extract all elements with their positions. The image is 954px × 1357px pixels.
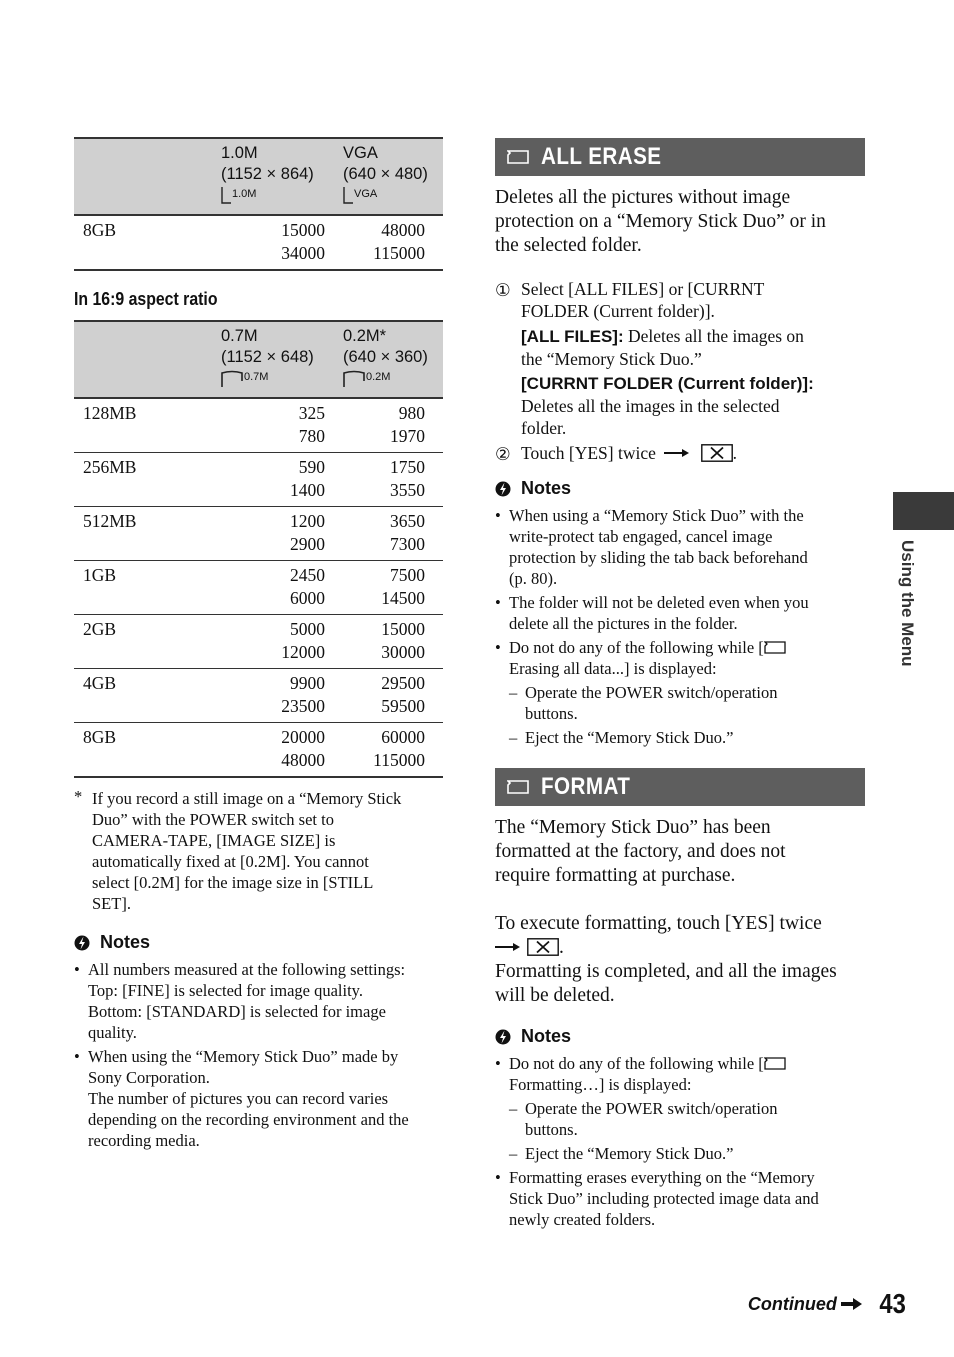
capacity-cell: 256MB bbox=[74, 453, 221, 507]
arrow-right-icon bbox=[495, 942, 521, 952]
all-erase-steps bbox=[495, 278, 865, 464]
all-erase-header bbox=[495, 138, 865, 176]
header-empty-cell bbox=[74, 138, 221, 215]
memory-stick-icon bbox=[764, 641, 786, 654]
sub-list bbox=[509, 682, 865, 748]
notes-heading: Notes bbox=[74, 932, 444, 953]
close-button-icon bbox=[701, 444, 733, 462]
format-instructions: To execute formatting, touch [YES] twice . Formatting is completed, and all the images will be deleted. bbox=[495, 913, 837, 1006]
continued-indicator: Continued bbox=[748, 1294, 863, 1315]
format-notes bbox=[495, 1026, 865, 1230]
list-item: • Do not do any of the following while [ Formatting…] is displayed: – Operate the POWER switch/operation buttons. – Eject the “Memory Stick Duo.” bbox=[495, 1053, 865, 1164]
step-1: ① Select [ALL FILES] or [CURRNT FOLDER (Current folder)]. [ALL FILES]: Deletes all the images on the “Memory Stick Duo.” [CURRNT FOLDER (Current folder)]: Deletes all the images in the selected folder. bbox=[495, 278, 865, 439]
format-intro: The “Memory Stick Duo” has been formatted at the factory, and does not require formatting at purchase. bbox=[495, 817, 786, 886]
count-cell: 29500 59500 bbox=[343, 669, 443, 723]
count-cell: 980 1970 bbox=[343, 398, 443, 453]
list-item: • Do not do any of the following while [ Erasing all data...] is displayed: – Operate the POWER switch/operation buttons. – Eject the “Memory Stick Duo.” bbox=[495, 637, 865, 748]
count-cell: 5000 12000 bbox=[221, 615, 343, 669]
count-cell: 7500 14500 bbox=[343, 561, 443, 615]
footnote-mark: * bbox=[74, 787, 83, 806]
section-title: FORMAT bbox=[541, 773, 631, 800]
count-cell: 48000 115000 bbox=[343, 215, 443, 270]
list-item: • Formatting erases everything on the “Memory Stick Duo” including protected image data and newly created folders. bbox=[495, 1167, 865, 1230]
capacity-cell: 8GB bbox=[74, 723, 221, 778]
capacity-cell: 128MB bbox=[74, 398, 221, 453]
table-row bbox=[74, 669, 443, 723]
list-item: – Operate the POWER switch/operation buttons. bbox=[509, 1098, 865, 1140]
close-button-icon bbox=[527, 938, 559, 956]
list-item: – Operate the POWER switch/operation buttons. bbox=[509, 682, 865, 724]
list-item: – Eject the “Memory Stick Duo.” bbox=[509, 727, 865, 748]
list-item: • When using a “Memory Stick Duo” with the write-protect tab engaged, cancel image protection by sliding the tab back beforehand (p. 80). bbox=[495, 505, 865, 589]
count-cell: 2450 6000 bbox=[221, 561, 343, 615]
capacity-table-16-9 bbox=[74, 320, 443, 778]
header-cell bbox=[221, 321, 343, 398]
capacity-cell: 4GB bbox=[74, 669, 221, 723]
header-size: 0.7M bbox=[221, 327, 258, 345]
count-cell: 590 1400 bbox=[221, 453, 343, 507]
notes-block bbox=[74, 932, 444, 1151]
image-size-icon: VGA bbox=[343, 185, 377, 205]
header-size: VGA bbox=[343, 144, 378, 162]
table-row bbox=[74, 215, 443, 270]
image-size-icon: 1.0M bbox=[221, 185, 256, 205]
count-cell: 3650 7300 bbox=[343, 507, 443, 561]
header-cell bbox=[343, 321, 443, 398]
footnote: * If you record a still image on a “Memory Stick Duo” with the POWER switch set to CAMERA-TAPE, [IMAGE SIZE] is automatically fixed at [0.2M]. You cannot select [0.2M] for the image size in [STILL SET]. bbox=[74, 787, 402, 913]
count-cell: 9900 23500 bbox=[221, 669, 343, 723]
left-column bbox=[74, 137, 444, 1154]
page-number: 43 bbox=[879, 1288, 906, 1319]
wide-image-size-icon: 0.7M bbox=[221, 368, 268, 388]
capacity-table-4-3 bbox=[74, 137, 443, 271]
notes-icon bbox=[495, 1028, 511, 1046]
notes-icon bbox=[495, 480, 511, 498]
arrow-right-icon bbox=[841, 1297, 863, 1311]
list-item: • When using the “Memory Stick Duo” made by Sony Corporation. The number of pictures you can record varies depending on the recording environment and the recording media. bbox=[74, 1046, 444, 1151]
header-dims: (640 × 480) bbox=[343, 165, 428, 183]
notes-heading: Notes bbox=[495, 1026, 865, 1047]
notes-list bbox=[495, 1053, 865, 1230]
count-cell: 60000 115000 bbox=[343, 723, 443, 778]
step-2: ② Touch [YES] twice . bbox=[495, 443, 737, 464]
capacity-cell: 1GB bbox=[74, 561, 221, 615]
table-header-row bbox=[74, 138, 443, 215]
aspect-ratio-heading: In 16:9 aspect ratio bbox=[74, 289, 218, 309]
header-size: 1.0M bbox=[221, 144, 258, 162]
memory-stick-icon bbox=[764, 1057, 786, 1070]
list-item: • All numbers measured at the following settings: Top: [FINE] is selected for image quality. Bottom: [STANDARD] is selected for image quality. bbox=[74, 959, 444, 1043]
wide-image-size-icon: 0.2M bbox=[343, 368, 390, 388]
step-number: ② bbox=[495, 444, 511, 464]
section-title: ALL ERASE bbox=[541, 143, 662, 170]
all-erase-intro: Deletes all the pictures without image protection on a “Memory Stick Duo” or in the selected folder. bbox=[495, 187, 826, 256]
notes-heading: Notes bbox=[495, 478, 865, 499]
capacity-cell: 2GB bbox=[74, 615, 221, 669]
count-cell: 15000 34000 bbox=[221, 215, 343, 270]
arrow-right-icon bbox=[664, 448, 690, 458]
table-header-row bbox=[74, 321, 443, 398]
notes-list bbox=[495, 505, 865, 748]
right-column bbox=[495, 138, 865, 1233]
memory-stick-icon bbox=[507, 780, 529, 794]
count-cell: 1200 2900 bbox=[221, 507, 343, 561]
definition-current-folder: [CURRNT FOLDER (Current folder)]: Deletes all the images in the selected folder. bbox=[521, 374, 814, 438]
all-erase-notes bbox=[495, 478, 865, 748]
format-header bbox=[495, 768, 865, 806]
header-dims: (1152 × 864) bbox=[221, 165, 314, 183]
sub-list bbox=[509, 1098, 865, 1164]
table-row bbox=[74, 723, 443, 778]
header-empty-cell bbox=[74, 321, 221, 398]
table-row bbox=[74, 398, 443, 453]
table-row bbox=[74, 615, 443, 669]
capacity-cell: 512MB bbox=[74, 507, 221, 561]
definition-all-files: [ALL FILES]: Deletes all the images on the “Memory Stick Duo.” bbox=[521, 326, 804, 369]
capacity-cell: 8GB bbox=[74, 215, 221, 270]
section-tab-marker bbox=[893, 492, 954, 530]
step-number: ① bbox=[495, 280, 511, 300]
notes-icon bbox=[74, 934, 90, 952]
memory-stick-icon bbox=[507, 150, 529, 164]
header-dims: (1152 × 648) bbox=[221, 348, 314, 366]
table-row bbox=[74, 453, 443, 507]
header-cell bbox=[221, 138, 343, 215]
section-tab-label: Using the Menu bbox=[898, 540, 917, 667]
page-footer bbox=[748, 1288, 908, 1320]
count-cell: 15000 30000 bbox=[343, 615, 443, 669]
header-size: 0.2M* bbox=[343, 327, 387, 345]
list-item: • The folder will not be deleted even when you delete all the pictures in the folder. bbox=[495, 592, 865, 634]
header-dims: (640 × 360) bbox=[343, 348, 428, 366]
header-cell bbox=[343, 138, 443, 215]
notes-list bbox=[74, 959, 444, 1151]
table-row bbox=[74, 507, 443, 561]
list-item: – Eject the “Memory Stick Duo.” bbox=[509, 1143, 865, 1164]
table-row bbox=[74, 561, 443, 615]
count-cell: 325 780 bbox=[221, 398, 343, 453]
count-cell: 1750 3550 bbox=[343, 453, 443, 507]
count-cell: 20000 48000 bbox=[221, 723, 343, 778]
